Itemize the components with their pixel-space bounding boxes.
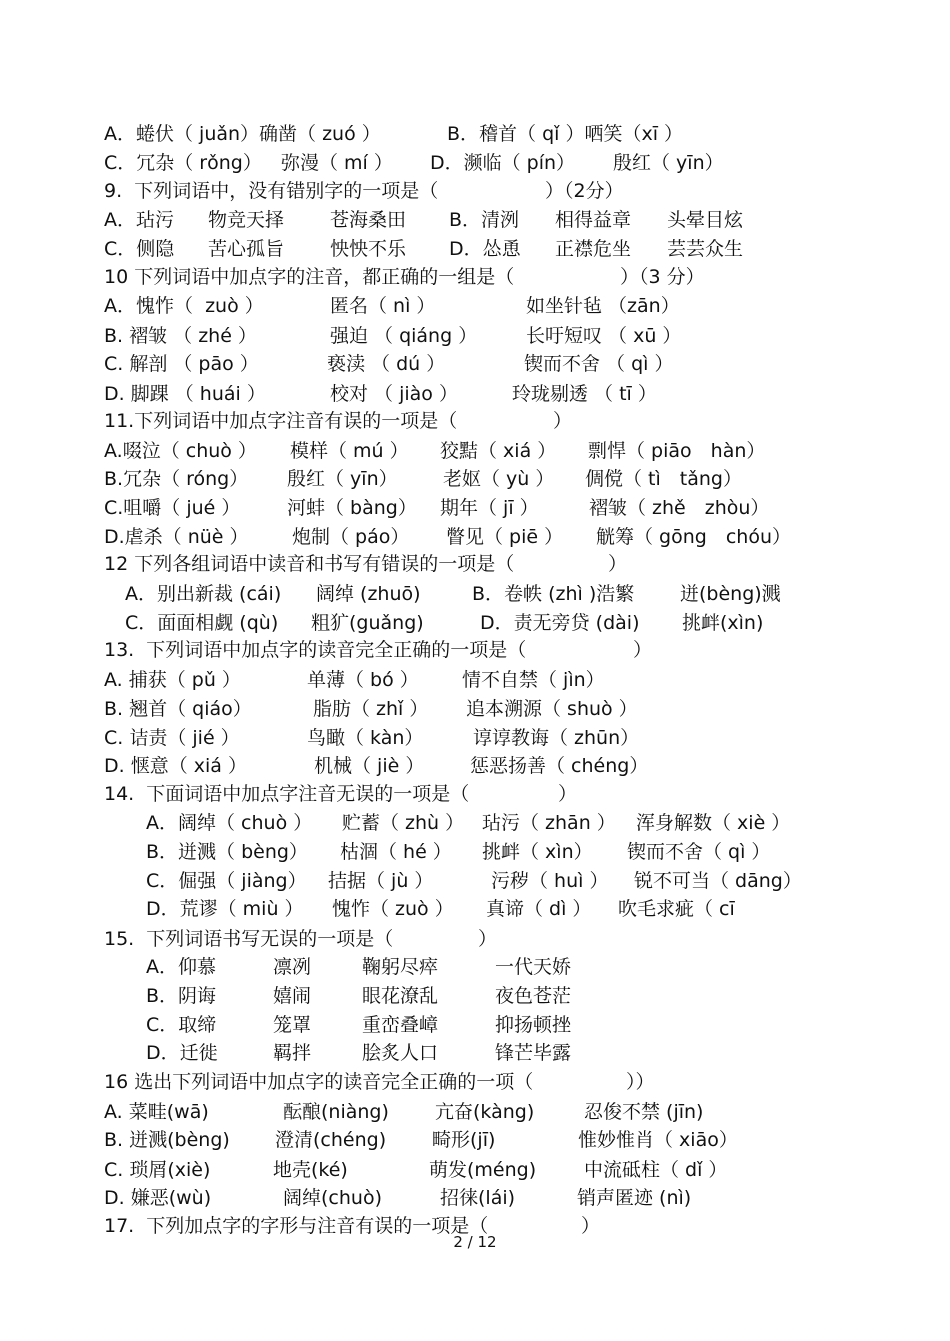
text-segment: 如坐针毡 （zān）: [526, 295, 680, 317]
text-segment: 锲而不舍 （ qì ）: [524, 353, 674, 375]
text-segment: 一代天娇: [495, 956, 572, 978]
text-segment: 12 下列各组词语中读音和书写有错误的一项是（: [104, 553, 515, 575]
text-segment: C. 琐屑(xiè): [104, 1159, 211, 1181]
text-segment: 贮蓄（ zhù ）: [342, 812, 465, 834]
text-segment: 脍炙人口: [362, 1042, 439, 1064]
text-segment: 浑身解数（ xiè ）: [636, 812, 791, 834]
text-segment: D．迁徙: [146, 1042, 218, 1064]
text-segment: 笼罩: [273, 1014, 312, 1036]
text-segment: 校对 （ jiào ）: [330, 383, 458, 405]
text-segment: ）（2分）: [545, 180, 624, 202]
text-segment: 迸(bèng)溅: [680, 583, 781, 605]
text-segment: C．侧隐: [104, 238, 175, 260]
text-segment: B．阴诲: [146, 985, 217, 1007]
text-segment: ））: [626, 1071, 655, 1093]
text-segment: C. 解剖 （ pāo ）: [104, 353, 259, 375]
text-segment: 销声匿迹 (nì): [577, 1187, 692, 1209]
text-segment: 追本溯源（ shuò ）: [466, 698, 638, 720]
text-segment: A.啜泣（ chuò ）: [104, 440, 257, 462]
text-segment: 酝酿(niàng): [283, 1101, 389, 1123]
text-segment: 9. 下列词语中，没有错别字的一项是（: [104, 180, 439, 202]
text-segment: 相得益章: [555, 209, 632, 231]
page-number: 2 / 12: [453, 1233, 497, 1251]
text-segment: 17. 下列加点字的字形与注音有误的一项是（: [104, 1215, 489, 1237]
text-segment: 炮制（ páo）: [292, 526, 410, 548]
text-segment: 苦心孤旨: [208, 238, 285, 260]
text-segment: 苍海桑田: [330, 209, 407, 231]
text-segment: 正襟危坐: [555, 238, 632, 260]
text-segment: 单薄（ bó ）: [307, 669, 419, 691]
text-segment: 凛冽: [273, 956, 312, 978]
text-segment: A．阔绰（ chuò ）: [146, 812, 313, 834]
text-segment: 忍俊不禁 (jīn): [584, 1101, 704, 1123]
text-segment: C．取缔: [146, 1014, 217, 1036]
text-segment: ）（3 分）: [620, 266, 705, 288]
text-segment: B. 褶皱 （ zhé ）: [104, 325, 257, 347]
text-segment: 16 选出下列词语中加点字的读音完全正确的一项（: [104, 1071, 534, 1093]
text-segment: 粗犷(guǎng): [311, 612, 424, 634]
text-segment: D．濒临（ pín）: [430, 152, 576, 174]
text-segment: 14. 下面词语中加点字注音无误的一项是（: [104, 783, 470, 805]
text-segment: 弥漫（ mí ）: [281, 152, 393, 174]
text-segment: 中流砥柱（ dǐ ）: [584, 1159, 728, 1181]
text-segment: C．冗杂（ rǒng）: [104, 152, 262, 174]
text-segment: A．玷污: [104, 209, 174, 231]
text-segment: 挑衅(xìn): [682, 612, 764, 634]
text-segment: 挑衅（ xìn）: [482, 841, 593, 863]
text-segment: A．愧怍（ zuò ）: [104, 295, 264, 317]
text-segment: 怏怏不乐: [330, 238, 407, 260]
text-segment: 锋芒毕露: [495, 1042, 572, 1064]
text-segment: 愧怍（ zuò ）: [332, 898, 454, 920]
text-segment: D. 惬意（ xiá ）: [104, 755, 247, 777]
text-segment: 殷红（ yīn）: [287, 468, 398, 490]
text-segment: 15. 下列词语书写无误的一项是（: [104, 928, 394, 950]
text-segment: 畸形(jī): [432, 1129, 496, 1151]
text-segment: 谆谆教诲（ zhūn）: [473, 727, 640, 749]
text-segment: 亢奋(kàng): [435, 1101, 535, 1123]
text-segment: C．倔强（ jiàng）: [146, 870, 307, 892]
text-segment: 澄清(chéng): [275, 1129, 387, 1151]
text-segment: 阔绰(chuò): [283, 1187, 382, 1209]
text-segment: ）: [553, 410, 573, 432]
text-segment: 污秽（ huì ）: [491, 870, 609, 892]
text-segment: 吹毛求疵（ cī: [618, 898, 735, 920]
text-segment: 真谛（ dì ）: [486, 898, 592, 920]
text-segment: 芸芸众生: [667, 238, 744, 260]
text-segment: 玲珑剔透 （ tī ）: [512, 383, 657, 405]
text-segment: 河蚌（ bàng）: [287, 497, 417, 519]
text-segment: D．荒谬（ miù ）: [146, 898, 304, 920]
text-segment: A．蜷伏（ juǎn）确凿（ zuó ）: [104, 123, 381, 145]
text-segment: ）: [478, 928, 498, 950]
text-segment: 惟妙惟肖（ xiāo）: [578, 1129, 738, 1151]
text-segment: 11.下列词语中加点字注音有误的一项是（: [104, 410, 458, 432]
text-segment: ）: [558, 783, 578, 805]
text-segment: 拮据（ jù ）: [328, 870, 434, 892]
text-segment: 亵渎 （ dú ）: [327, 353, 446, 375]
text-segment: 夜色苍茫: [495, 985, 572, 1007]
text-segment: 机械（ jiè ）: [314, 755, 425, 777]
text-segment: B. 翘首（ qiáo）: [104, 698, 252, 720]
text-segment: C．面面相觑 (qù): [125, 612, 279, 634]
text-segment: A. 捕获（ pǔ ）: [104, 669, 241, 691]
text-segment: 狡黠（ xiá ）: [440, 440, 557, 462]
text-segment: B．清洌: [449, 209, 520, 231]
text-segment: C.咀嚼（ jué ）: [104, 497, 241, 519]
text-segment: 鸟瞰（ kàn）: [307, 727, 424, 749]
text-segment: B. 迸溅(bèng): [104, 1129, 230, 1151]
text-segment: 褶皱（ zhě zhòu）: [589, 497, 770, 519]
text-segment: D. 嫌恶(wù): [104, 1187, 212, 1209]
text-segment: 锐不可当（ dāng）: [634, 870, 802, 892]
text-segment: 脂肪（ zhǐ ）: [313, 698, 429, 720]
text-segment: B．迸溅（ bèng）: [146, 841, 308, 863]
text-segment: 10 下列词语中加点字的注音，都正确的一组是（: [104, 266, 515, 288]
text-segment: B．稽首（ qǐ ）哂笑（xī ）: [447, 123, 684, 145]
text-segment: C. 诘责（ jié ）: [104, 727, 240, 749]
text-segment: 倜傥（ tì tǎng）: [585, 468, 742, 490]
text-segment: 玷污（ zhān ）: [482, 812, 616, 834]
text-segment: 匿名（ nì ）: [330, 295, 436, 317]
text-segment: D．怂恿: [449, 238, 521, 260]
text-segment: 觥筹（ gōng chóu）: [596, 526, 791, 548]
text-segment: 情不自禁（ jìn）: [462, 669, 605, 691]
text-segment: 13. 下列词语中加点字的读音完全正确的一项是（: [104, 639, 527, 661]
text-segment: 强迫 （ qiáng ）: [330, 325, 478, 347]
text-segment: 期年（ jī ）: [440, 497, 539, 519]
text-segment: ）: [581, 1215, 601, 1237]
text-segment: 锲而不舍（ qì ）: [627, 841, 771, 863]
text-segment: 羁拌: [273, 1042, 312, 1064]
text-segment: ）: [633, 639, 653, 661]
text-segment: B．卷帙 (zhì )浩繁: [472, 583, 635, 605]
text-segment: 鞠躬尽瘁: [362, 956, 439, 978]
text-segment: D. 脚踝 （ huái ）: [104, 383, 266, 405]
text-segment: A. 菜畦(wā): [104, 1101, 209, 1123]
text-segment: 枯涸（ hé ）: [340, 841, 452, 863]
text-segment: 眼花潦乱: [362, 985, 439, 1007]
text-segment: 阔绰 (zhuō): [316, 583, 421, 605]
text-segment: 地壳(ké): [273, 1159, 348, 1181]
text-segment: D．责无旁贷 (dài): [480, 612, 640, 634]
text-segment: 招徕(lái): [440, 1187, 516, 1209]
text-segment: 老妪（ yù ）: [443, 468, 555, 490]
text-segment: 长吁短叹 （ xū ）: [526, 325, 682, 347]
text-segment: 剽悍（ piāo hàn）: [588, 440, 766, 462]
text-segment: A．仰慕: [146, 956, 216, 978]
text-segment: D.虐杀（ nüè ）: [104, 526, 249, 548]
text-segment: 萌发(méng): [429, 1159, 537, 1181]
text-segment: 殷红（ yīn）: [613, 152, 724, 174]
text-segment: 物竞天择: [208, 209, 285, 231]
text-segment: A．别出新裁 (cái): [125, 583, 282, 605]
text-segment: 抑扬顿挫: [495, 1014, 572, 1036]
text-segment: 嬉闹: [273, 985, 312, 1007]
text-segment: B.冗杂（ róng）: [104, 468, 249, 490]
text-segment: 模样（ mú ）: [290, 440, 409, 462]
text-segment: 重峦叠嶂: [362, 1014, 439, 1036]
text-segment: 头晕目炫: [667, 209, 744, 231]
text-segment: ）: [608, 553, 628, 575]
text-segment: 惩恶扬善（ chéng）: [470, 755, 649, 777]
text-segment: 瞥见（ piē ）: [446, 526, 564, 548]
